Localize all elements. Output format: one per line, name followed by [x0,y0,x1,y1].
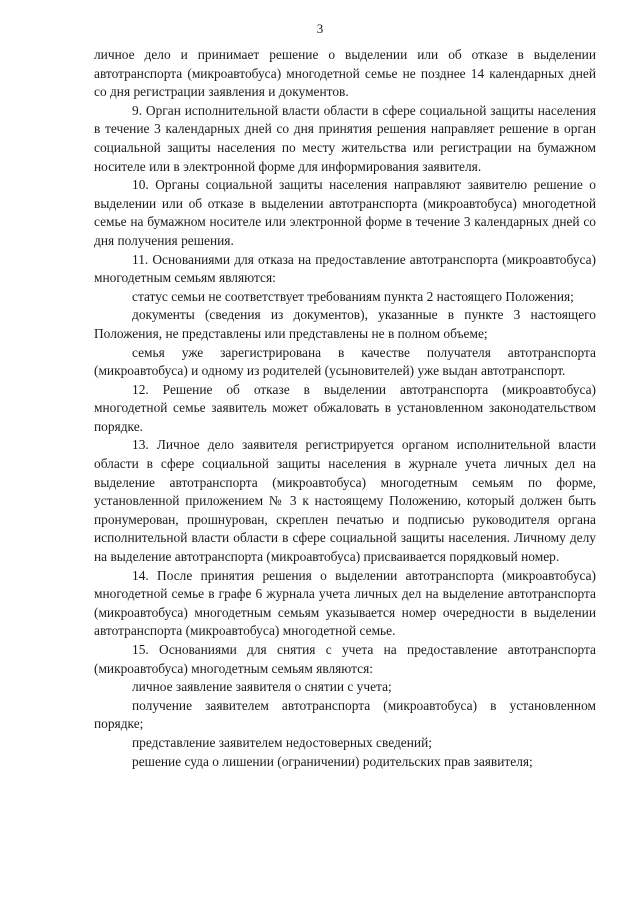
list-item-removal-reason-1: личное заявление заявителя о снятии с учета; [132,679,392,695]
list-item-removal-reason-3: представление заявителем недостоверных сведений; [132,734,432,750]
paragraph-item-14: 14. После принятия решения о выделении автотранспорта (микроавтобуса) многодетной семье в графе 6 журнала учета личных дел на выделение автотранспорта (микроавтобуса) многодетным семьям указывается номер очередности в выделении автотранспорта (микроавтобуса) многодетной семье. [94,567,596,639]
paragraph-item-10: 10. Органы социальной защиты населения направляют заявителю решение о выделении или об отказе в выделении автотранспорта (микроавтобуса) многодетной семье на бумажном носителе или электронной форме в течение 3 календарных дней со дня получения решения. [94,177,596,248]
paragraph-continuation: личное дело и принимает решение о выделении или об отказе в выделении автотранспорта (микроавтобуса) многодетной семье не позднее 14 календарных дней со дня регистрации заявления и документов. [94,47,596,100]
list-item-removal-reason-4: решение суда о лишении (ограничении) родительских прав заявителя; [132,753,533,769]
list-item-removal-reason-2: получение заявителем автотранспорта (микроавтобуса) в установленном порядке; [94,697,596,732]
page-number: 3 [316,21,324,36]
list-item-refusal-reason-1: статус семьи не соответствует требованиям пункта 2 настоящего Положения; [132,288,574,304]
paragraph-item-11: 11. Основаниями для отказа на предоставление автотранспорта (микроавтобуса) многодетным семьям являются: [94,251,596,286]
list-item-refusal-reason-2: документы (сведения из документов), указанные в пункте 3 настоящего Положения, не представлены или представлены не в полном объеме; [94,307,596,341]
paragraph-item-13: 13. Личное дело заявителя регистрируется органом исполнительной власти области в сфере социальной защиты населения в журнале учета личных дел на выделение автотранспорта (микроавтобуса) многодетным семьям по форме, установленной приложением № 3 к настоящему Положению, который должен быть пронумерован, прошнурован, скреплен печатью и подписью руководителя органа исполнительной власти области в сфере социальной защиты населения. Личному делу на выделение автотранспорта (микроавтобуса) присваивается порядковый номер. [94,437,596,565]
paragraph-item-12: 12. Решение об отказе в выделении автотранспорта (микроавтобуса) многодетной семье заявитель может обжаловать в установленном законодательством порядке. [94,381,596,434]
paragraph-item-9: 9. Орган исполнительной власти области в сфере социальной защиты населения в течение 3 календарных дней со дня принятия решения направляет решение в орган социальной защиты населения по месту жительства или регистрации на бумажном носителе или в электронной форме для информирования заявителя. [94,102,596,174]
list-item-refusal-reason-3: семья уже зарегистрирована в качестве получателя автотранспорта (микроавтобуса) и одному из родителей (усыновителей) уже выдан автотранспорт. [94,344,596,379]
paragraph-item-15: 15. Основаниями для снятия с учета на предоставление автотранспорта (микроавтобуса) многодетным семьям являются: [94,642,596,676]
document-body [94,46,596,771]
